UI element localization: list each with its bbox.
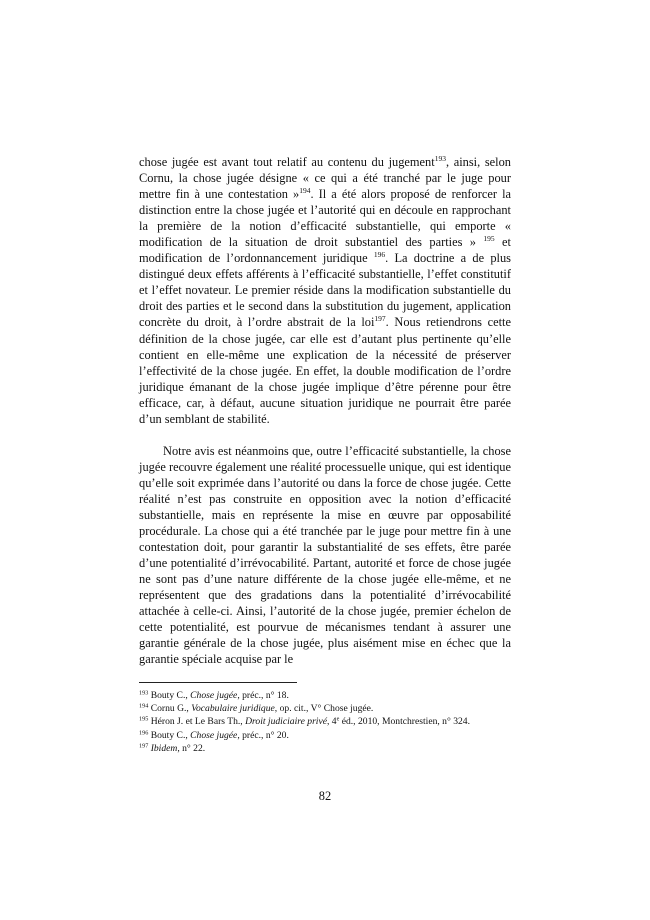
paragraph-text: Notre avis est néanmoins que, outre l’efficacité substantielle, la chose jugée recouvre également une réalité processuelle unique, qui est identique qu’elle soit exprimée dans l’autorité ou dans la force de chose jugée. Cette réalité n’est pas construite en opposition avec la notion d’efficacité substantielle, mais en représente la mise en œuvre par opposabilité procédurale. La chose qui a été tranchée par le juge pour mettre fin à une contestation doit, pour garantir la substantialité de ses effets, être parée d’une potentialité d’irrévocabilité. Partant, autorité et force de chose jugée ne sont pas d’une nature différente de la chose jugée elle-même, et ne représentent que des gradations dans la potentialité d’irrévocabilité attachée à celle-ci. Ainsi, l’autorité de la chose jugée, premier échelon de cette potentialité, est pourvue de mécanismes tendant à assurer une garantie générale de la chose jugée, plus aisément mise en échec que la garantie spéciale acquise par le	[139, 443, 511, 667]
footnote-superscript: e	[336, 715, 340, 723]
footnote-separator	[139, 682, 297, 683]
paragraph	[139, 443, 511, 668]
footnote-number: 196	[139, 729, 149, 737]
footnote-text: , 4	[326, 716, 337, 728]
footnote	[139, 689, 519, 702]
footnote-number: 195	[139, 715, 149, 723]
paragraph-superscript: 197	[374, 314, 386, 324]
footnote-italic: Ibidem	[150, 742, 178, 754]
paragraph-text: , ainsi, selon Cornu, la chose jugée désigne « ce qui a été tranché par le juge pour mettre fin à une contestation »	[139, 155, 511, 202]
footnote	[139, 729, 519, 742]
footnote-text: , préc., n° 18.	[237, 690, 289, 701]
footnote-number: 194	[139, 702, 149, 710]
paragraph-text: et modification de l’ordonnancement juridique	[139, 235, 511, 266]
footnote-italic: Chose jugée	[190, 729, 238, 741]
paragraph-superscript: 195	[483, 234, 495, 244]
footnote-text: Bouty C.,	[150, 690, 191, 701]
footnote-text: , n° 22.	[177, 742, 206, 754]
paragraph-superscript: 193	[434, 154, 446, 163]
paragraph-text: . Il a été alors proposé de renforcer la distinction entre la chose jugée et l’autorité qui en découle en rapprochant la première de la notion d’efficacité substantielle, qui emporte « modification de la situation de droit substantiel des parties »	[139, 187, 512, 250]
footnote-italic: Vocabulaire juridique	[191, 703, 275, 715]
footnote-italic: Chose jugée	[190, 690, 238, 701]
footnote-number: 193	[139, 689, 149, 697]
paragraph-text: . Nous retiendrons cette définition de la chose jugée, car elle est d’autant plus pertinente qu’elle contient en elle-même une explication de la nécessité de préserver l’effectivité de la chose jugée. En effet, la double modification de l’ordre juridique émanant de la chose jugée implique d’être pérenne pour être efficace, car, à défaut, aucune situation juridique ne pourrait être parée d’un semblant de stabilité.	[139, 315, 511, 426]
footnote-text: Héron J. et Le Bars Th.,	[150, 716, 246, 728]
body-text	[139, 154, 511, 667]
footnote-text: Bouty C.,	[150, 729, 191, 741]
footnote	[139, 742, 519, 755]
footnotes	[139, 689, 519, 755]
footnote-number: 197	[139, 742, 149, 750]
paragraph-superscript: 194	[299, 186, 311, 196]
page-number: 82	[318, 789, 332, 803]
footnote-text: , op. cit., V° Chose jugée.	[274, 703, 374, 715]
footnote-text: , préc., n° 20.	[237, 729, 289, 741]
footnote-text: Cornu G.,	[150, 703, 192, 715]
footnote-italic: Droit judiciaire privé	[245, 716, 327, 728]
paragraph	[139, 154, 511, 427]
paragraph-text: chose jugée est avant tout relatif au contenu du jugement	[139, 155, 435, 169]
footnote	[139, 702, 519, 715]
paragraph-text: . La doctrine a de plus distingué deux effets afférents à l’efficacité substantielle, l’effet constitutif et l’effet novateur. Le premier réside dans la modification substantielle du droit des parties et le second dans la substitution du jugement, application concrète du droit, à l’ordre abstrait de la loi	[139, 251, 511, 330]
paragraph-superscript: 196	[373, 250, 386, 260]
footnote	[139, 715, 519, 728]
footnote-text: éd., 2010, Montchrestien, n° 324.	[339, 716, 470, 728]
